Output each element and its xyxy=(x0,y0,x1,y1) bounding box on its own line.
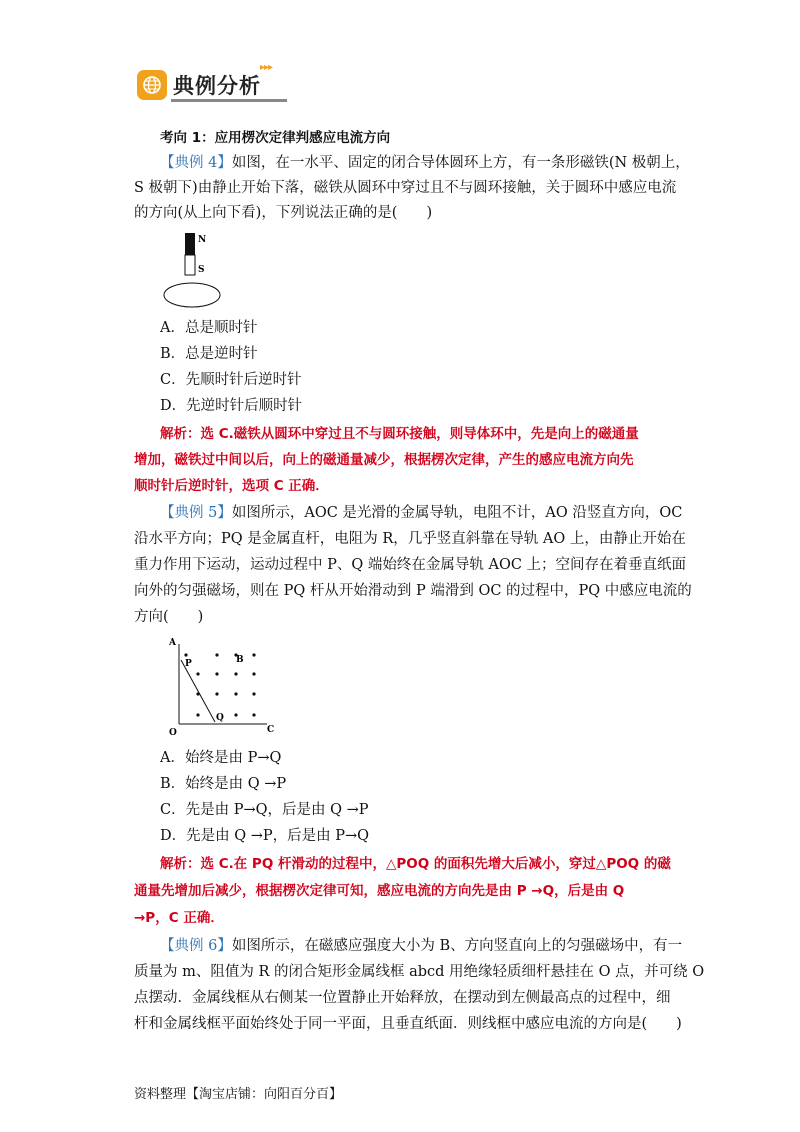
example5-line-2: 沿水平方向；PQ 是金属直杆，电阻为 R，几乎竖直斜靠在导轨 AO 上，由静止开始在 xyxy=(134,531,686,547)
example4-analysis-3: 顺时针后逆时针，选项 C 正确． xyxy=(134,478,329,494)
example5-line-3: 重力作用下运动，运动过程中 P、Q 端始终在金属导轨 AOC 上；空间存在着垂直纸面 xyxy=(134,557,687,573)
label-q: Q xyxy=(216,713,224,723)
example5-option-a: A．始终是由 P→Q xyxy=(160,750,282,766)
banner-title: 典例分析 xyxy=(173,74,261,98)
example6-line-1: 【典例 6】如图所示，在磁感应强度大小为 B、方向竖直向上的匀强磁场中，有一 xyxy=(160,938,683,954)
example5-line-1: 【典例 5】如图所示，AOC 是光滑的金属导轨，电阻不计，AO 沿竖直方向，OC xyxy=(160,505,683,521)
example4-option-b: B．总是逆时针 xyxy=(160,346,258,362)
example4-option-d: D．先逆时针后顺时针 xyxy=(160,398,303,414)
example4-line-2: S 极朝下)由静止开始下落，磁铁从圆环中穿过且不与圆环接触，关于圆环中感应电流 xyxy=(134,180,677,196)
example4-option-c: C．先顺时针后逆时针 xyxy=(160,372,302,388)
banner-arrows: ▸▸▸ xyxy=(260,62,273,73)
example5-option-c: C．先是由 P→Q，后是由 Q →P xyxy=(160,802,369,818)
example5-option-d: D．先是由 Q →P，后是由 P→Q xyxy=(160,828,370,844)
section-banner xyxy=(137,62,287,104)
example5-option-b: B．始终是由 Q →P xyxy=(160,776,287,792)
example4-option-a: A．总是顺时针 xyxy=(160,320,258,336)
example6-line-4: 杆和金属线框平面始终处于同一平面，且垂直纸面．则线框中感应电流的方向是( ) xyxy=(134,1016,682,1032)
globe-icon xyxy=(137,70,167,100)
example5-analysis-3: →P，C 正确． xyxy=(134,910,224,926)
example4-tag: 【典例 4】 xyxy=(160,155,232,171)
magnet-south xyxy=(185,255,195,275)
example6-tag: 【典例 6】 xyxy=(160,938,232,954)
label-b: B xyxy=(236,655,244,665)
example6-line-3: 点摆动．金属线框从右侧某一位置静止开始释放，在摆动到左侧最高点的过程中，细 xyxy=(134,990,671,1006)
label-c: C xyxy=(267,725,275,735)
example4-analysis-2: 增加，磁铁过中间以后，向上的磁通量减少，根据楞次定律，产生的感应电流方向先 xyxy=(134,452,634,468)
conducting-ring xyxy=(164,283,220,307)
page-footer: 资料整理【淘宝店铺：向阳百分百】 xyxy=(134,1087,343,1102)
example4-line-3: 的方向(从上向下看)，下列说法正确的是( ) xyxy=(134,205,433,221)
label-s: S xyxy=(198,265,205,275)
label-n: N xyxy=(198,235,207,245)
example5-analysis-1: 解析：选 C.在 PQ 杆滑动的过程中，△POQ 的面积先增大后减小，穿过△POQ 的磁 xyxy=(160,856,671,872)
example4-analysis-1: 解析：选 C.磁铁从圆环中穿过且不与圆环接触，则导体环中，先是向上的磁通量 xyxy=(160,426,639,442)
example5-analysis-2: 通量先增加后减少，根据楞次定律可知，感应电流的方向先是由 P →Q，后是由 Q xyxy=(134,883,625,899)
magnet-north xyxy=(185,233,195,255)
rod-pq xyxy=(181,660,215,722)
section-heading: 考向 1：应用楞次定律判感应电流方向 xyxy=(160,130,391,146)
example5-tag: 【典例 5】 xyxy=(160,505,232,521)
example5-line-4: 向外的匀强磁场，则在 PQ 杆从开始滑动到 P 端滑到 OC 的过程中，PQ 中感应电流的 xyxy=(134,583,692,599)
banner-underline xyxy=(171,99,287,102)
label-o: O xyxy=(169,728,177,738)
example5-line-5: 方向( ) xyxy=(134,609,204,625)
label-a: A xyxy=(169,638,176,648)
magnet-ring-figure xyxy=(160,228,230,310)
example6-line-2: 质量为 m、阻值为 R 的闭合矩形金属线框 abcd 用绝缘轻质细杆悬挂在 O 点，并可绕 O xyxy=(134,964,705,980)
label-p: P xyxy=(185,659,192,669)
example4-line-1: 【典例 4】如图，在一水平、固定的闭合导体圆环上方，有一条形磁铁(N 极朝上， xyxy=(160,155,690,171)
rail-figure xyxy=(163,636,283,740)
